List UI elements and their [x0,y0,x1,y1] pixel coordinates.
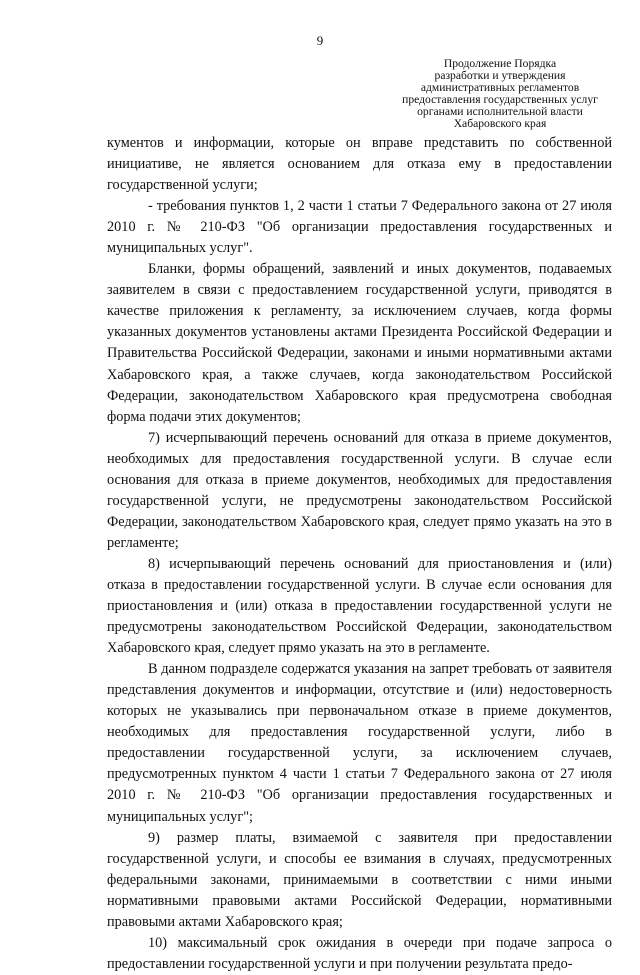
header-line: предоставления государственных услуг [402,92,598,106]
paragraph: Бланки, формы обращений, заявлений и иных документов, подаваемых заявителем в связи с предоставлением государственной услуги, приводятся в качестве приложения к регламенту, за исключением случаев, когда формы указанных документов установлены актами Президента Российской Федерации и Правительства Российской Федерации, законами и иными нормативными актами Хабаровского края, а также случаев, когда законодательством Российской Федерации, законодательством Хабаровского края предусмотрена свободная форма подачи этих документов; [107,261,612,425]
header-line: органами исполнительной власти [417,104,583,118]
page-number: 9 [316,33,324,48]
paragraph: - требования пунктов 1, 2 части 1 статьи 7 Федерального закона от 27 июля 2010 г. № 210-ФЗ "Об организации предоставления государственных и муниципальных услуг". [107,198,612,257]
document-header [372,58,628,129]
header-line: разработки и утверждения [434,68,566,82]
paragraph: В данном подразделе содержатся указания на запрет требовать от заявителя представления документов и информации, отсутствие и (или) недостоверность которых не указывались при первоначальном отказе в приеме документов, необходимых для предоставления государственной услуги, либо в предоставлении государственной услуги, за исключением случаев, предусмотренных пунктом 4 части 1 статьи 7 Федерального закона от 27 июля 2010 г. № 210-ФЗ "Об организации предоставления государственных и муниципальных услуг"; [107,661,612,825]
header-line: Хабаровского края [453,116,547,130]
paragraph: 9) размер платы, взимаемой с заявителя при предоставлении государственной услуги, и способы ее взимания в случаях, предусмотренных федеральными законами, принимаемыми в соответствии с ними иными нормативными правовыми актами Российской Федерации, нормативными правовыми актами Хабаровского края; [107,829,612,930]
paragraph: 7) исчерпывающий перечень оснований для отказа в приеме документов, необходимых для предоставления государственной услуги. В случае если основания для отказа в приеме документов, необходимых для предоставления государственной услуги, не предусмотрены законодательством Российской Федерации, законодательством Хабаровского края, следует прямо указать на это в регламенте; [107,429,612,551]
header-line: Продолжение Порядка [443,57,557,70]
paragraph: 10) максимальный срок ожидания в очереди при подаче запроса о предоставлении государственной услуги и при получении результата предо- [107,934,612,972]
header-line: административных регламентов [420,80,580,94]
paragraph: кументов и информации, которые он вправе представить по собственной инициативе, не является основанием для отказа ему в предоставлении государственной услуги; [107,135,612,194]
paragraph: 8) исчерпывающий перечень оснований для приостановления и (или) отказа в предоставлении государственной услуги. В случае если основания для приостановления и (или) отказа в предоставлении государственной услуги не предусмотрены законодательством Российской Федерации, законодательством Хабаровского края, следует прямо указать на это в регламенте. [107,555,612,657]
document-body [107,133,612,975]
